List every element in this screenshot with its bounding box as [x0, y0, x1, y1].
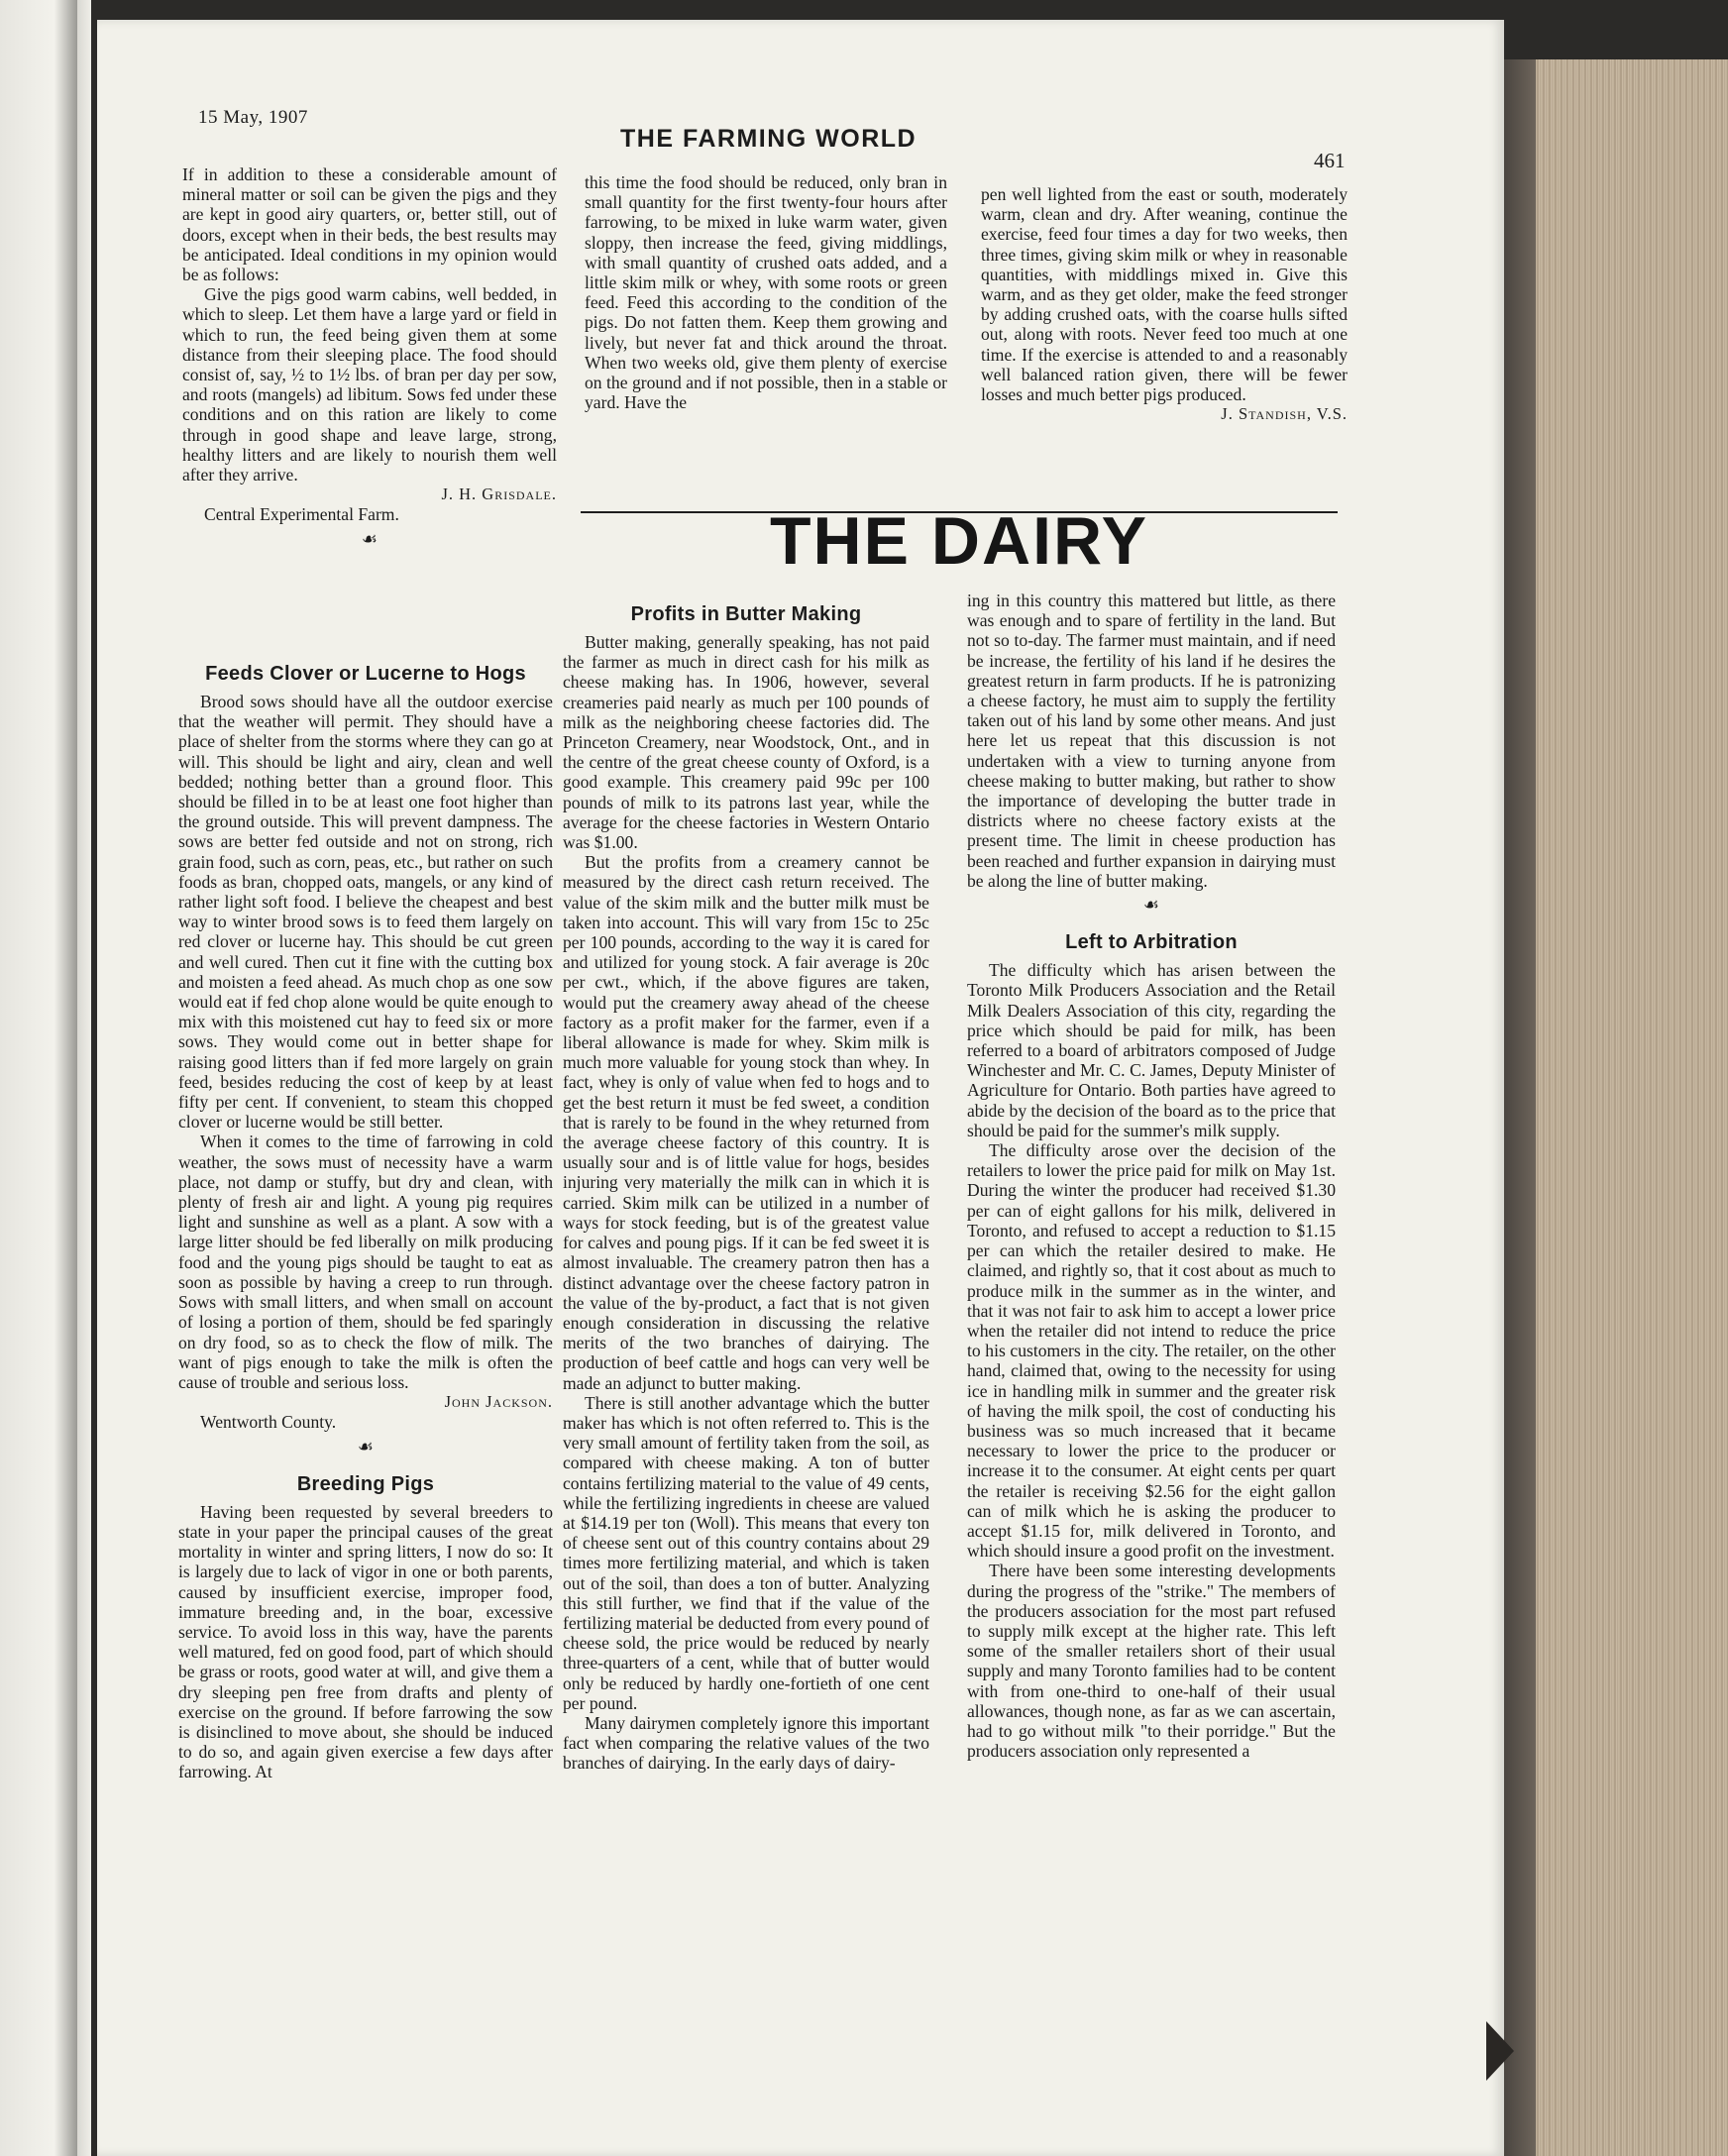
paragraph: Butter making, generally speaking, has not paid the farmer as much in direct cash for his milk as cheese making has. In 1906, however, several creameries paid nearly as much per 100 pounds of milk as the neighboring cheese factories did. The Princeton Creamery, near Woodstock, Ont., and in the centre of the great cheese county of Oxford, is a good example. This creamery paid 99c per 100 pounds of milk to its patrons last year, while the average for the cheese factories in Western Ontario was $1.00.: [563, 632, 929, 853]
fleuron-ornament-icon: ☙: [357, 1436, 375, 1456]
author-affiliation: Wentworth County.: [200, 1412, 337, 1433]
page-number: 461: [1314, 149, 1346, 172]
page-stack-edge: [1504, 59, 1728, 2156]
page-turn-arrow-icon[interactable]: [1486, 2021, 1514, 2081]
binding-shadow: [1504, 59, 1536, 2156]
author-signature: J. Standish, V.S.: [1221, 404, 1348, 424]
column-3-bottom: [967, 591, 1336, 2116]
paragraph: But the profits from a creamery cannot be measured by the direct cash return received. The value of the skim milk and the butter milk must be taken into account. This will vary from 15c to 25c per 100 pounds, according to the way it is cared for and utilized for young stock. A fair average is 20c per cwt., which, if the above figures are taken, would put the creamery away ahead of the cheese factory as a profit maker for the farmer, even if a liberal allowance is made for whey. Skim milk is much more valuable for young stock than whey. In fact, whey is only of value when fed to hogs and to get the best return it must be fed sweet, a condition that is rarely to be found in the whey returned from the average cheese factory of this country. It is usually sour and is of little value for hogs, besides injuring very materially the milk can in which it is carried. Skim milk can be utilized in a number of ways for stock feeding, but is of the greatest value for calves and poung pigs. If it can be fed sweet it is almost invaluable. The creamery patron then has a distinct advantage over the cheese factory patron in the value of the by-product, a fact that is not given enough consideration in discussing the relative merits of the two branches of dairying. The production of beef cattle and hogs can very well be made an adjunct to butter making.: [563, 852, 929, 1393]
paragraph: Having been requested by several breeders to state in your paper the principal causes of the great mortality in winter and spring litters, I now do so: It is largely due to lack of vigor in one or both parents, caused by insufficient exercise, improper food, immature breeding and, in the boar, excessive service. To avoid loss in this way, have the parents well matured, fed on good food, part of which should be grass or roots, good water at will, and give them a dry sleeping pen free from drafts and plenty of exercise on the ground. If before farrowing the sow is disinclined to move about, she should be induced to do so, and again given exercise a few days after farrowing. At: [178, 1501, 553, 1782]
fleuron-ornament-icon: ☙: [1142, 895, 1160, 916]
fleuron-ornament-icon: ☙: [361, 528, 378, 549]
paragraph: this time the food should be reduced, only bran in small quantity for the first twenty-four hours after farrowing, to be mixed in luke warm water, given sloppy, then increase the feed, giving middlings, with small quantity of crushed oats added, and a little skim milk or whey, with some roots or green feed. Feed this according to the condition of the pigs. Do not fatten them. Keep them growing and lively, but never fat and thick around the throat. When two weeks old, give them plenty of exercise on the ground and if not possible, then in a stable or yard. Have the: [585, 172, 947, 413]
paragraph: When it comes to the time of farrowing in cold weather, the sows must of necessity have a warm place, not damp or stuffy, but dry and clean, with plenty of fresh air and light. A young pig requires light and sunshine as well as a plant. A sow with a large litter should be fed liberally on milk producing food and the young pigs should be taught to eat as soon as possible by having a creep to run through. Sows with small litters, and when small on account of losing a portion of them, should be fed sparingly on dry food, so as to check the flow of milk. The want of pigs enough to take the milk is often the cause of trouble and serious loss.: [178, 1132, 553, 1392]
paragraph: The difficulty which has arisen between the Toronto Milk Producers Association and the Retail Milk Dealers Association of this city, regarding the price which should be paid for milk, has been referred to a board of arbitrators composed of Judge Winchester and Mr. C. C. James, Deputy Minister of Agriculture for Ontario. Both parties have agreed to abide by the decision of the board as to the price that should be paid for the summer's milk supply.: [967, 960, 1336, 1140]
paragraph: The difficulty arose over the decision of the retailers to lower the price paid for milk on May 1st. During the winter the producer had received $1.30 per can of eight gallons for his milk, delivered in Toronto, and refused to accept a reduction to $1.15 per can which the retailer desired to make. He claimed, and rightly so, that it cost about as much to produce milk in the summer as in the winter, and that it was not fair to ask him to accept a lower price when the retailer did not intend to reduce the price to his customers in the city. The retailer, on the other hand, claimed that, owing to the necessity for using ice in handling milk in summer and the greater risk of having the milk spoil, the cost of conducting his business was so much increased that it became necessary to lower the price to the producer or increase it to the consumer. At eight cents per quart the retailer is receiving $2.56 for the eight gallon can of milk which he is asking the producer to accept $1.15 for, milk delivered in Toronto, and which should insure a good profit on the investment.: [967, 1140, 1336, 1562]
column-3-top: [981, 184, 1348, 497]
paragraph: Many dairymen completely ignore this important fact when comparing the relative values of the two branches of dairying. In the early days of dairy-: [563, 1712, 929, 1774]
article-headline: Left to Arbitration: [1065, 931, 1238, 954]
paragraph: Give the pigs good warm cabins, well bedded, in which to sleep. Let them have a large yard or field in which to run, the feed being given them at some distance from their sleeping place. The food should consist of, say, ½ to 1½ lbs. of bran per day per sow, and roots (mangels) ad libitum. Sows fed under these conditions and on this ration are likely to come through in good shape and leave large, strong, healthy litters and are likely to nourish them well after they arrive.: [182, 284, 557, 485]
paragraph: There have been some interesting developments during the progress of the "strike." The members of the producers association for the most part refused to supply milk except at the higher rate. This left some of the smaller retailers short of their usual supply and many Toronto families had to be content with from one-third to one-half of their usual allowances, though none, as far as we can ascertain, had to go without milk "to their porridge." But the producers association only represented a: [967, 1561, 1336, 1762]
publication-title: THE FARMING WORLD: [620, 125, 918, 153]
author-signature: John Jackson.: [444, 1392, 553, 1412]
article-headline: Feeds Clover or Lucerne to Hogs: [205, 663, 526, 685]
issue-date: 15 May, 1907: [198, 107, 308, 128]
paragraph: pen well lighted from the east or south, moderately warm, clean and dry. After weaning, continue the exercise, feed four times a day for two weeks, then three times, giving skim milk or whey in reasonable quantities, with middlings mixed in. Give this warm, and as they get older, make the feed stronger by adding crushed oats, with the coarse hulls sifted out, along with roots. Never feed too much at one time. If the exercise is attended to and a reasonably well balanced ration given, there will be fewer losses and much better pigs produced.: [981, 184, 1348, 405]
column-1-bottom: [178, 646, 553, 2102]
column-1-top: [182, 164, 557, 591]
column-2-top: [585, 172, 947, 489]
author-signature: J. H. Grisdale.: [441, 485, 557, 504]
paragraph: If in addition to these a considerable amount of mineral matter or soil can be given the pigs and they are kept in good airy quarters, or, better still, out of doors, except when in their beds, the best results may be anticipated. Ideal conditions in my opinion would be as follows:: [182, 164, 557, 285]
paragraph: There is still another advantage which the butter maker has which is not often referred to. This is the very small amount of fertility taken from the soil, as compared with cheese making. A ton of butter contains fertilizing material to the value of 49 cents, while the fertilizing ingredients in cheese are valued at $14.19 per ton (Woll). This means that every ton of cheese sent out of this country contains about 29 times more fertilizing material, and which is taken out of the soil, than does a ton of butter. Analyzing this still further, we find that if the value of the fertilizing material be deducted from every pound of cheese sold, the price would be reduced by nearly three-quarters of a cent, while that of butter would only be reduced by hardly one-fortieth of one cent per pound.: [563, 1392, 929, 1713]
column-2-bottom: [563, 587, 929, 2132]
paragraph: Brood sows should have all the outdoor exercise that the weather will permit. They should have a place of shelter from the storms where they can go at will. This should be light and airy, clean and well bedded; nothing better than a ground floor. This should be filled in to be at least one foot higher than the ground outside. This will prevent dampness. The sows are better fed outside and not on strong, rich grain food, such as corn, peas, etc., but rather on such foods as bran, chopped oats, mangels, or any kind of rather light soft food. I believe the cheapest and best way to winter brood sows is to feed them largely on red clover or lucerne hay. This should be cut green and well cured. Then cut it fine with the cutting box and moisten a feed ahead. As much chop as one sow would eat if fed chop alone would be quite enough to mix with this moistened cut hay to feed six or more sows. They would come out in better shape for raising good litters than if fed more largely on grain feed, besides reducing the cost of keep by at least fifty per cent. If convenient, to steam this chopped clover or lucerne would be still better.: [178, 692, 553, 1132]
section-title: THE DAIRY: [770, 503, 1148, 579]
author-affiliation: Central Experimental Farm.: [204, 504, 399, 525]
article-headline: Profits in Butter Making: [630, 603, 862, 625]
facing-page-edge: [0, 0, 77, 2156]
paragraph: ing in this country this mattered but little, as there was enough and to spare of fertility in the land. But not so to-day. The farmer must maintain, and if need be increase, the fertility of his land if he desires the greatest return in farm products. If he is patronizing a cheese factory, he must aim to supply the fertility taken out of his land by some other means. And just here let us repeat that this discussion is not undertaken with a view to turning anyone from cheese making to butter making, but rather to show the importance of developing the butter trade in districts where no cheese factory exists at the present time. The limit in cheese production has been reached and further expansion in dairying must be along the line of butter making.: [967, 591, 1336, 891]
article-headline: Breeding Pigs: [296, 1472, 435, 1495]
